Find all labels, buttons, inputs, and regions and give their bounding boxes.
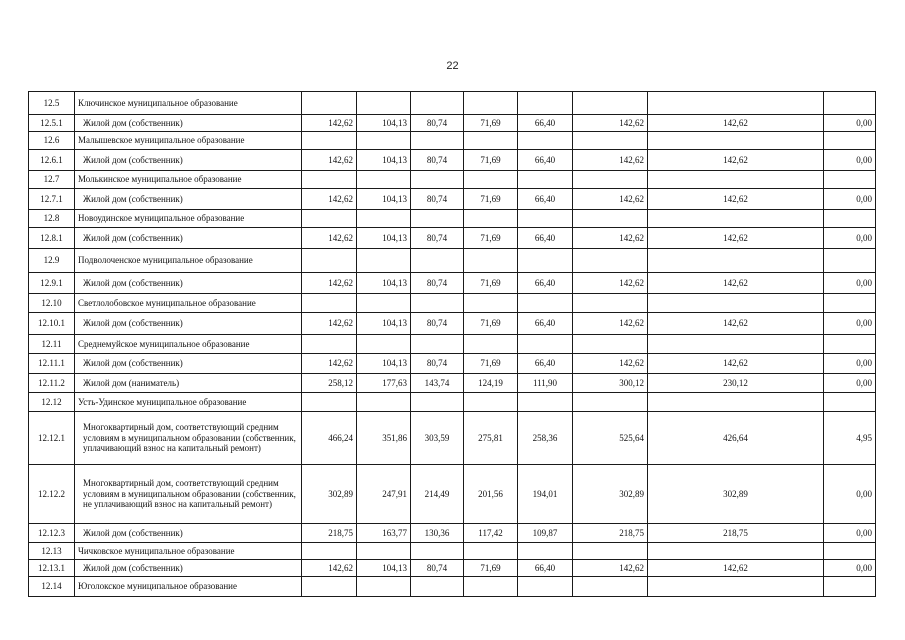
page-number: 22: [446, 60, 459, 72]
value-cell: 177,63: [357, 374, 411, 393]
value-cell: [648, 132, 824, 150]
value-cell: 66,40: [518, 189, 573, 210]
value-cell: [357, 294, 411, 313]
value-cell: 66,40: [518, 273, 573, 294]
value-cell: [357, 171, 411, 189]
value-cell: [357, 335, 411, 354]
value-cell: 0,00: [824, 354, 876, 374]
value-cell: 130,36: [411, 524, 464, 543]
value-cell: 143,74: [411, 374, 464, 393]
value-cell: 142,62: [302, 354, 357, 374]
value-cell: [357, 543, 411, 560]
value-cell: 142,62: [648, 560, 824, 577]
housing-type: Жилой дом (собственник): [75, 560, 302, 577]
value-cell: [573, 393, 648, 412]
value-cell: 142,62: [573, 228, 648, 249]
value-cell: 258,36: [518, 412, 573, 465]
value-cell: 104,13: [357, 228, 411, 249]
value-cell: 66,40: [518, 150, 573, 171]
table-row: [29, 313, 876, 335]
value-cell: 142,62: [302, 189, 357, 210]
value-cell: [573, 335, 648, 354]
value-cell: 0,00: [824, 150, 876, 171]
value-cell: 71,69: [464, 150, 518, 171]
value-cell: [824, 294, 876, 313]
value-cell: 218,75: [573, 524, 648, 543]
value-cell: 109,87: [518, 524, 573, 543]
table-row: [29, 560, 876, 577]
value-cell: [464, 543, 518, 560]
value-cell: 71,69: [464, 354, 518, 374]
value-cell: [411, 132, 464, 150]
table-row: [29, 228, 876, 249]
value-cell: 142,62: [302, 115, 357, 132]
value-cell: 111,90: [518, 374, 573, 393]
row-code: 12.10.1: [29, 313, 75, 335]
value-cell: [464, 210, 518, 228]
row-code: 12.12.1: [29, 412, 75, 465]
municipality-name: Ключинское муниципальное образование: [75, 92, 302, 115]
value-cell: [518, 543, 573, 560]
value-cell: [824, 543, 876, 560]
value-cell: 142,62: [573, 273, 648, 294]
value-cell: 80,74: [411, 560, 464, 577]
value-cell: [357, 92, 411, 115]
value-cell: 194,01: [518, 465, 573, 524]
value-cell: [573, 543, 648, 560]
housing-type: Жилой дом (собственник): [75, 524, 302, 543]
value-cell: [573, 210, 648, 228]
value-cell: 71,69: [464, 273, 518, 294]
value-cell: 0,00: [824, 228, 876, 249]
value-cell: [302, 249, 357, 273]
value-cell: [518, 577, 573, 597]
value-cell: [518, 393, 573, 412]
value-cell: 142,62: [302, 228, 357, 249]
housing-type: Жилой дом (собственник): [75, 228, 302, 249]
value-cell: 0,00: [824, 189, 876, 210]
value-cell: [464, 132, 518, 150]
housing-type: Жилой дом (собственник): [75, 189, 302, 210]
table-row: [29, 115, 876, 132]
municipality-name: Усть-Удинское муниципальное образование: [75, 393, 302, 412]
value-cell: [573, 171, 648, 189]
table-row: [29, 189, 876, 210]
value-cell: 142,62: [302, 560, 357, 577]
value-cell: [411, 294, 464, 313]
value-cell: [302, 393, 357, 412]
municipality-name: Малышевское муниципальное образование: [75, 132, 302, 150]
value-cell: [573, 132, 648, 150]
section-row: [29, 249, 876, 273]
value-cell: [302, 577, 357, 597]
value-cell: [357, 577, 411, 597]
value-cell: 71,69: [464, 313, 518, 335]
section-row: [29, 393, 876, 412]
value-cell: [518, 294, 573, 313]
value-cell: [518, 171, 573, 189]
value-cell: [464, 294, 518, 313]
value-cell: 300,12: [573, 374, 648, 393]
value-cell: [573, 294, 648, 313]
value-cell: 525,64: [573, 412, 648, 465]
value-cell: 66,40: [518, 313, 573, 335]
value-cell: 142,62: [573, 313, 648, 335]
value-cell: 71,69: [464, 228, 518, 249]
value-cell: [464, 249, 518, 273]
section-row: [29, 171, 876, 189]
row-code: 12.6: [29, 132, 75, 150]
value-cell: 142,62: [573, 560, 648, 577]
value-cell: [411, 210, 464, 228]
table-row: [29, 273, 876, 294]
value-cell: 71,69: [464, 189, 518, 210]
table-row: [29, 524, 876, 543]
row-code: 12.7.1: [29, 189, 75, 210]
row-code: 12.9.1: [29, 273, 75, 294]
municipality-name: Подволоченское муниципальное образование: [75, 249, 302, 273]
municipality-name: Новоудинское муниципальное образование: [75, 210, 302, 228]
value-cell: 0,00: [824, 560, 876, 577]
table-row: [29, 412, 876, 465]
table-row: [29, 374, 876, 393]
value-cell: 66,40: [518, 560, 573, 577]
row-code: 12.5: [29, 92, 75, 115]
municipality-name: Чичковское муниципальное образование: [75, 543, 302, 560]
row-code: 12.12.2: [29, 465, 75, 524]
value-cell: 466,24: [302, 412, 357, 465]
table-row: [29, 354, 876, 374]
housing-type: Жилой дом (собственник): [75, 150, 302, 171]
value-cell: 142,62: [648, 273, 824, 294]
value-cell: [518, 249, 573, 273]
section-row: [29, 335, 876, 354]
value-cell: 80,74: [411, 313, 464, 335]
value-cell: 142,62: [648, 228, 824, 249]
value-cell: [411, 335, 464, 354]
table-row: [29, 465, 876, 524]
housing-type: Жилой дом (собственник): [75, 354, 302, 374]
value-cell: [648, 335, 824, 354]
value-cell: 104,13: [357, 115, 411, 132]
value-cell: 66,40: [518, 115, 573, 132]
value-cell: 0,00: [824, 115, 876, 132]
value-cell: 66,40: [518, 228, 573, 249]
section-row: [29, 294, 876, 313]
value-cell: [464, 171, 518, 189]
value-cell: 142,62: [573, 115, 648, 132]
section-row: [29, 132, 876, 150]
value-cell: [824, 210, 876, 228]
value-cell: 80,74: [411, 189, 464, 210]
value-cell: [464, 393, 518, 412]
value-cell: 104,13: [357, 150, 411, 171]
value-cell: [824, 249, 876, 273]
value-cell: [518, 210, 573, 228]
section-row: [29, 543, 876, 560]
value-cell: [573, 92, 648, 115]
value-cell: 230,12: [648, 374, 824, 393]
value-cell: 142,62: [573, 150, 648, 171]
value-cell: 104,13: [357, 560, 411, 577]
value-cell: [357, 210, 411, 228]
value-cell: 80,74: [411, 115, 464, 132]
value-cell: [357, 249, 411, 273]
value-cell: 142,62: [648, 115, 824, 132]
value-cell: [411, 92, 464, 115]
value-cell: [648, 543, 824, 560]
value-cell: 258,12: [302, 374, 357, 393]
housing-type: Многоквартирный дом, соответствующий средним условиям в муниципальном образовании (собственник, не уплачивающий взнос на капитальный ремонт): [75, 465, 302, 524]
housing-type: Жилой дом (собственник): [75, 273, 302, 294]
value-cell: [464, 92, 518, 115]
value-cell: [302, 294, 357, 313]
value-cell: 163,77: [357, 524, 411, 543]
row-code: 12.14: [29, 577, 75, 597]
value-cell: 302,89: [573, 465, 648, 524]
value-cell: 104,13: [357, 273, 411, 294]
value-cell: 104,13: [357, 313, 411, 335]
value-cell: 0,00: [824, 465, 876, 524]
value-cell: 0,00: [824, 374, 876, 393]
value-cell: 142,62: [302, 273, 357, 294]
value-cell: [648, 393, 824, 412]
value-cell: 117,42: [464, 524, 518, 543]
value-cell: [302, 543, 357, 560]
row-code: 12.8.1: [29, 228, 75, 249]
section-row: [29, 577, 876, 597]
value-cell: [824, 92, 876, 115]
value-cell: [302, 132, 357, 150]
value-cell: [464, 335, 518, 354]
municipality-name: Светлолобовское муниципальное образование: [75, 294, 302, 313]
value-cell: [302, 335, 357, 354]
value-cell: [824, 577, 876, 597]
value-cell: [357, 393, 411, 412]
value-cell: [411, 393, 464, 412]
value-cell: 142,62: [302, 150, 357, 171]
value-cell: 218,75: [302, 524, 357, 543]
value-cell: 302,89: [302, 465, 357, 524]
value-cell: [302, 171, 357, 189]
row-code: 12.11.1: [29, 354, 75, 374]
value-cell: 4,95: [824, 412, 876, 465]
row-code: 12.7: [29, 171, 75, 189]
value-cell: [824, 171, 876, 189]
value-cell: 303,59: [411, 412, 464, 465]
municipality-name: Среднемуйское муниципальное образование: [75, 335, 302, 354]
value-cell: 302,89: [648, 465, 824, 524]
value-cell: 71,69: [464, 115, 518, 132]
value-cell: 201,56: [464, 465, 518, 524]
value-cell: [357, 132, 411, 150]
table-row: [29, 150, 876, 171]
value-cell: 142,62: [648, 189, 824, 210]
value-cell: 0,00: [824, 273, 876, 294]
municipality-name: Молькинское муниципальное образование: [75, 171, 302, 189]
value-cell: [411, 577, 464, 597]
value-cell: 0,00: [824, 313, 876, 335]
value-cell: [648, 294, 824, 313]
row-code: 12.11: [29, 335, 75, 354]
municipality-name: Юголокское муниципальное образование: [75, 577, 302, 597]
value-cell: 142,62: [573, 189, 648, 210]
housing-type: Жилой дом (собственник): [75, 115, 302, 132]
value-cell: [411, 249, 464, 273]
value-cell: [824, 335, 876, 354]
value-cell: 275,81: [464, 412, 518, 465]
housing-type: Многоквартирный дом, соответствующий средним условиям в муниципальном образовании (собственник, уплачивающий взнос на капитальный ремонт): [75, 412, 302, 465]
value-cell: [518, 92, 573, 115]
value-cell: [518, 132, 573, 150]
value-cell: [824, 132, 876, 150]
value-cell: [573, 577, 648, 597]
value-cell: 80,74: [411, 228, 464, 249]
row-code: 12.9: [29, 249, 75, 273]
value-cell: 247,91: [357, 465, 411, 524]
value-cell: [648, 577, 824, 597]
tariff-table: [28, 91, 876, 597]
value-cell: [302, 92, 357, 115]
value-cell: [411, 171, 464, 189]
value-cell: [411, 543, 464, 560]
row-code: 12.6.1: [29, 150, 75, 171]
value-cell: [648, 171, 824, 189]
value-cell: [464, 577, 518, 597]
value-cell: [648, 249, 824, 273]
value-cell: [648, 92, 824, 115]
value-cell: [573, 249, 648, 273]
value-cell: [648, 210, 824, 228]
value-cell: 124,19: [464, 374, 518, 393]
housing-type: Жилой дом (собственник): [75, 313, 302, 335]
row-code: 12.5.1: [29, 115, 75, 132]
row-code: 12.13.1: [29, 560, 75, 577]
row-code: 12.11.2: [29, 374, 75, 393]
value-cell: [518, 335, 573, 354]
value-cell: 351,86: [357, 412, 411, 465]
row-code: 12.10: [29, 294, 75, 313]
value-cell: 218,75: [648, 524, 824, 543]
value-cell: 214,49: [411, 465, 464, 524]
row-code: 12.12.3: [29, 524, 75, 543]
value-cell: 0,00: [824, 524, 876, 543]
value-cell: [824, 393, 876, 412]
value-cell: 104,13: [357, 189, 411, 210]
value-cell: 104,13: [357, 354, 411, 374]
row-code: 12.13: [29, 543, 75, 560]
row-code: 12.12: [29, 393, 75, 412]
value-cell: 142,62: [648, 150, 824, 171]
value-cell: 142,62: [648, 354, 824, 374]
value-cell: 142,62: [648, 313, 824, 335]
housing-type: Жилой дом (наниматель): [75, 374, 302, 393]
table-body: [29, 92, 876, 597]
value-cell: 71,69: [464, 560, 518, 577]
value-cell: 142,62: [573, 354, 648, 374]
value-cell: 426,64: [648, 412, 824, 465]
value-cell: 80,74: [411, 354, 464, 374]
section-row: [29, 92, 876, 115]
row-code: 12.8: [29, 210, 75, 228]
value-cell: 66,40: [518, 354, 573, 374]
section-row: [29, 210, 876, 228]
value-cell: [302, 210, 357, 228]
value-cell: 80,74: [411, 273, 464, 294]
value-cell: 142,62: [302, 313, 357, 335]
value-cell: 80,74: [411, 150, 464, 171]
